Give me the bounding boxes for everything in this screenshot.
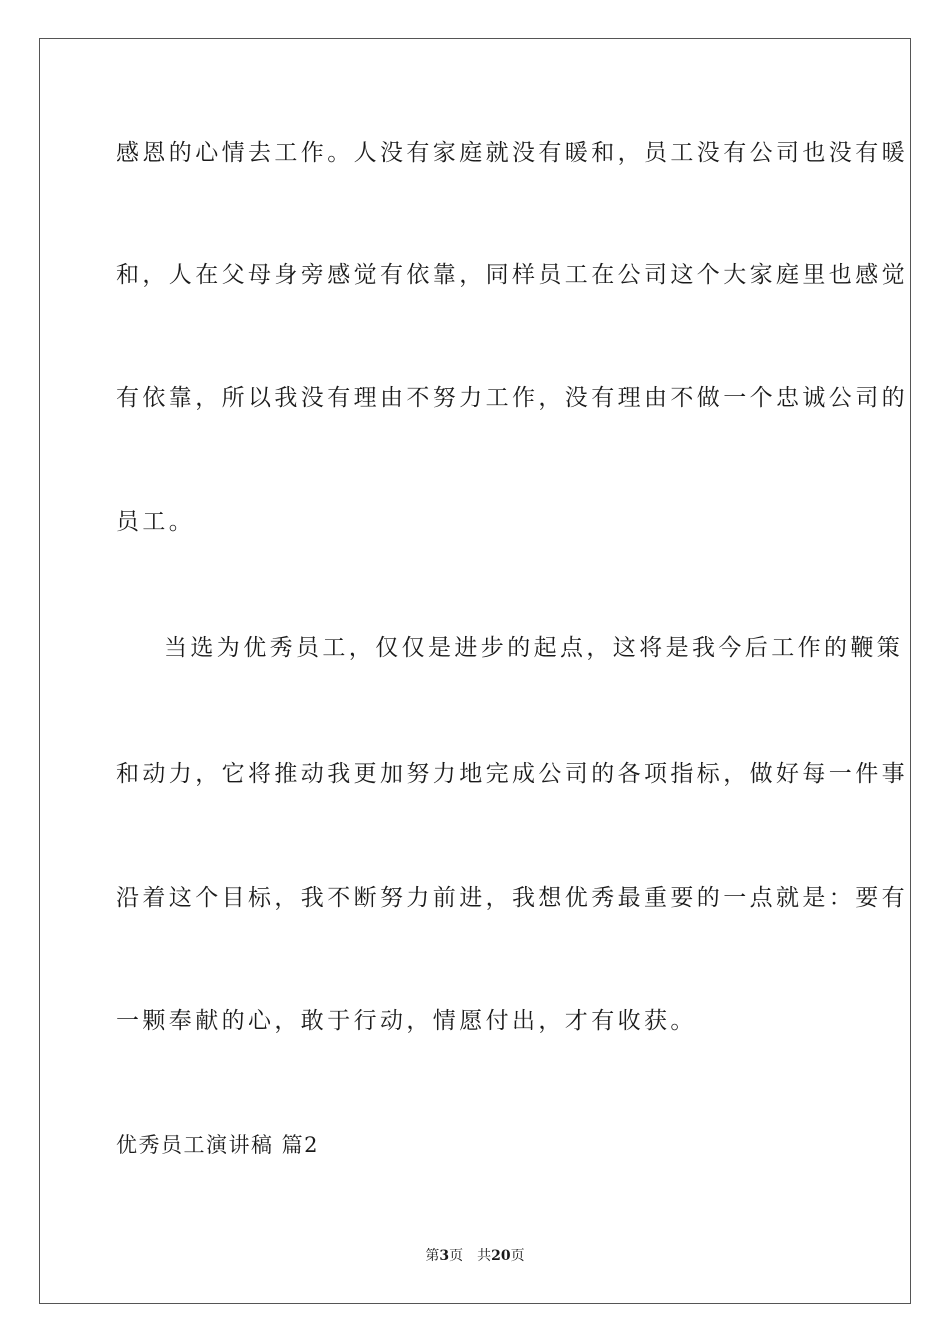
footer-total-prefix: 共 xyxy=(477,1248,492,1264)
paragraph-2-line-4: 一颗奉献的心，敢于行动，情愿付出，才有收获。 xyxy=(116,1008,697,1034)
page-frame xyxy=(39,38,911,1304)
page-footer xyxy=(0,1246,950,1266)
footer-page-suffix: 页 xyxy=(449,1248,464,1264)
paragraph-2-line-2: 和动力，它将推动我更加努力地完成公司的各项指标，做好每一件事 xyxy=(116,761,908,787)
footer-page-prefix: 第 xyxy=(425,1248,440,1264)
paragraph-2-line-3: 沿着这个目标，我不断努力前进，我想优秀最重要的一点就是：要有 xyxy=(116,885,908,911)
paragraph-2-line-1: 当选为优秀员工，仅仅是进步的起点，这将是我今后工作的鞭策 xyxy=(164,635,904,661)
footer-total-suffix: 页 xyxy=(510,1248,525,1264)
paragraph-1-line-3: 有依靠，所以我没有理由不努力工作，没有理由不做一个忠诚公司的 xyxy=(116,385,908,411)
paragraph-1-line-1: 感恩的心情去工作。人没有家庭就没有暖和，员工没有公司也没有暖 xyxy=(116,140,908,166)
paragraph-1-line-4: 员工。 xyxy=(116,509,196,535)
section-heading: 优秀员工演讲稿 篇2 xyxy=(116,1133,320,1157)
paragraph-1-line-2: 和，人在父母身旁感觉有依靠，同样员工在公司这个大家庭里也感觉 xyxy=(116,262,908,288)
footer-page-total: 20 xyxy=(491,1248,511,1264)
footer-page-current: 3 xyxy=(439,1248,450,1264)
